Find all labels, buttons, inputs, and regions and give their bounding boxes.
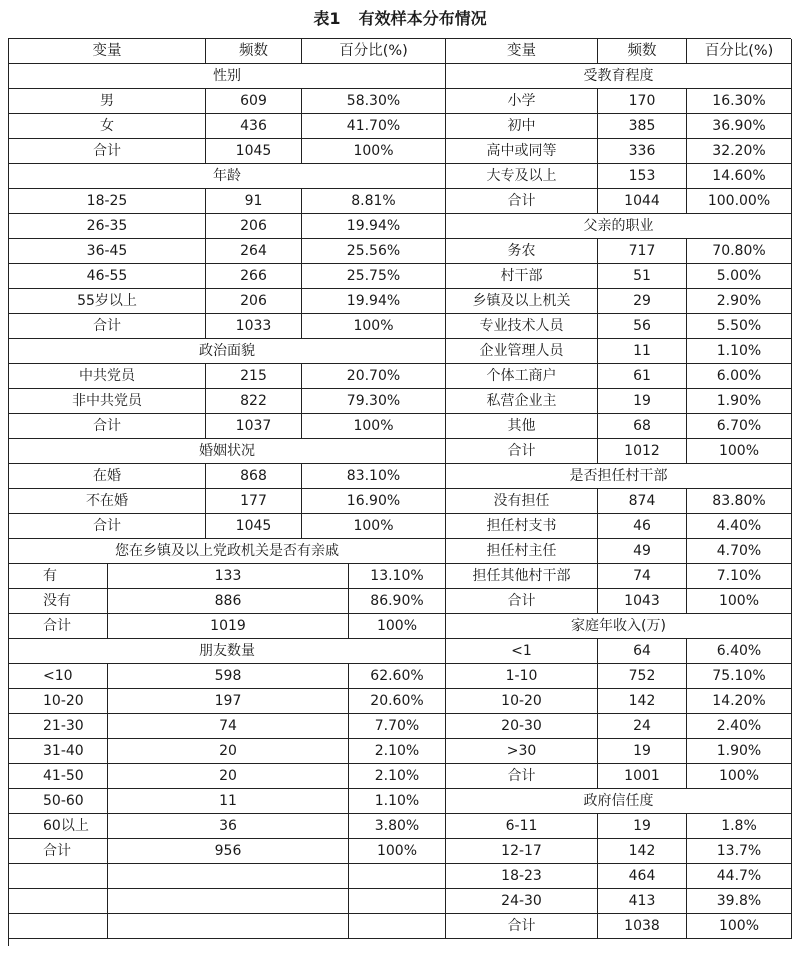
category-cell: 18-23 xyxy=(446,864,598,889)
table-row xyxy=(9,864,446,889)
percent-cell: 100% xyxy=(687,439,792,464)
percent-cell: 79.30% xyxy=(302,389,446,414)
percent-cell: 62.60% xyxy=(349,664,446,689)
frequency-cell: 133 xyxy=(108,564,349,589)
table-row xyxy=(446,439,792,464)
section-title: 是否担任村干部 xyxy=(446,464,792,489)
frequency-cell: 336 xyxy=(598,139,687,164)
percent-cell: 4.70% xyxy=(687,539,792,564)
percent-cell: 1.8% xyxy=(687,814,792,839)
frequency-cell: 206 xyxy=(206,289,302,314)
section-row xyxy=(446,789,792,814)
section-row xyxy=(9,164,446,189)
category-cell xyxy=(9,864,108,889)
frequency-cell: 56 xyxy=(598,314,687,339)
category-cell: 10-20 xyxy=(9,689,108,714)
table-row xyxy=(446,889,792,914)
percent-cell: 83.10% xyxy=(302,464,446,489)
percent-cell: 7.10% xyxy=(687,564,792,589)
table-row xyxy=(9,289,446,314)
frequency-cell: 215 xyxy=(206,364,302,389)
frequency-cell: 61 xyxy=(598,364,687,389)
category-cell: 18-25 xyxy=(9,189,206,214)
table-row xyxy=(446,189,792,214)
category-cell: 中共党员 xyxy=(9,364,206,389)
category-cell: 担任村主任 xyxy=(446,539,598,564)
section-row xyxy=(446,464,792,489)
category-cell: 其他 xyxy=(446,414,598,439)
frequency-cell: 64 xyxy=(598,639,687,664)
table-row xyxy=(446,289,792,314)
frequency-cell: 1045 xyxy=(206,514,302,539)
frequency-cell xyxy=(108,864,349,889)
table-row xyxy=(446,414,792,439)
table-caption xyxy=(0,4,800,34)
category-cell: 在婚 xyxy=(9,464,206,489)
table-row xyxy=(9,714,446,739)
table-row xyxy=(9,114,446,139)
section-row xyxy=(9,639,446,664)
percent-cell: 3.80% xyxy=(349,814,446,839)
header-frequency: 频数 xyxy=(598,39,687,64)
table-row xyxy=(9,814,446,839)
category-cell: 小学 xyxy=(446,89,598,114)
percent-cell: 7.70% xyxy=(349,714,446,739)
percent-cell: 44.7% xyxy=(687,864,792,889)
table-row xyxy=(9,139,446,164)
category-cell: 26-35 xyxy=(9,214,206,239)
percent-cell: 5.50% xyxy=(687,314,792,339)
section-row xyxy=(446,64,792,89)
header-row xyxy=(9,39,446,64)
frequency-cell: 1037 xyxy=(206,414,302,439)
section-row xyxy=(9,339,446,364)
section-title: 政府信任度 xyxy=(446,789,792,814)
frequency-cell xyxy=(108,889,349,914)
percent-cell: 1.10% xyxy=(349,789,446,814)
section-row xyxy=(9,64,446,89)
table-row xyxy=(9,664,446,689)
section-title: 婚姻状况 xyxy=(9,439,446,464)
frequency-cell: 36 xyxy=(108,814,349,839)
section-row xyxy=(446,614,792,639)
percent-cell: 16.30% xyxy=(687,89,792,114)
frequency-cell: 142 xyxy=(598,839,687,864)
section-title: 受教育程度 xyxy=(446,64,792,89)
percent-cell xyxy=(349,914,446,939)
table-row xyxy=(446,139,792,164)
frequency-cell: 1043 xyxy=(598,589,687,614)
table-row xyxy=(9,614,446,639)
percent-cell: 41.70% xyxy=(302,114,446,139)
percent-cell: 100% xyxy=(302,314,446,339)
table-row xyxy=(9,239,446,264)
frequency-cell: 1033 xyxy=(206,314,302,339)
percent-cell: 2.90% xyxy=(687,289,792,314)
table-row xyxy=(446,364,792,389)
category-cell: 合计 xyxy=(446,589,598,614)
category-cell: 没有担任 xyxy=(446,489,598,514)
frequency-cell: 74 xyxy=(598,564,687,589)
table-row xyxy=(9,89,446,114)
frequency-cell: 822 xyxy=(206,389,302,414)
table-row xyxy=(446,664,792,689)
table-row xyxy=(9,789,446,814)
frequency-cell: 609 xyxy=(206,89,302,114)
frequency-cell: 1044 xyxy=(598,189,687,214)
category-cell: 55岁以上 xyxy=(9,289,206,314)
category-cell: 初中 xyxy=(446,114,598,139)
table-row xyxy=(446,514,792,539)
frequency-cell: 264 xyxy=(206,239,302,264)
table-row xyxy=(446,164,792,189)
frequency-cell: 1045 xyxy=(206,139,302,164)
category-cell: 6-11 xyxy=(446,814,598,839)
percent-cell: 25.56% xyxy=(302,239,446,264)
table-row xyxy=(446,839,792,864)
percent-cell: 13.10% xyxy=(349,564,446,589)
table-row xyxy=(9,214,446,239)
category-cell: 合计 xyxy=(9,414,206,439)
table-row xyxy=(9,264,446,289)
frequency-cell: 1001 xyxy=(598,764,687,789)
category-cell: 1-10 xyxy=(446,664,598,689)
header-row xyxy=(446,39,792,64)
table-row xyxy=(9,514,446,539)
category-cell: 企业管理人员 xyxy=(446,339,598,364)
frequency-cell: 385 xyxy=(598,114,687,139)
percent-cell: 100% xyxy=(687,914,792,939)
frequency-cell: 464 xyxy=(598,864,687,889)
percent-cell: 8.81% xyxy=(302,189,446,214)
percent-cell: 20.60% xyxy=(349,689,446,714)
percent-cell: 14.60% xyxy=(687,164,792,189)
percent-cell: 16.90% xyxy=(302,489,446,514)
category-cell: 乡镇及以上机关 xyxy=(446,289,598,314)
table-row xyxy=(9,889,446,914)
table-title: 有效样本分布情况 xyxy=(358,9,487,28)
table-row xyxy=(9,189,446,214)
category-cell: 41-50 xyxy=(9,764,108,789)
category-cell: >30 xyxy=(446,739,598,764)
frequency-cell: 177 xyxy=(206,489,302,514)
percent-cell: 14.20% xyxy=(687,689,792,714)
percent-cell: 2.10% xyxy=(349,764,446,789)
frequency-cell: 1019 xyxy=(108,614,349,639)
table-row xyxy=(9,389,446,414)
percent-cell: 13.7% xyxy=(687,839,792,864)
percent-cell: 4.40% xyxy=(687,514,792,539)
frequency-cell: 1038 xyxy=(598,914,687,939)
category-cell: 男 xyxy=(9,89,206,114)
category-cell: 专业技术人员 xyxy=(446,314,598,339)
table-row xyxy=(446,389,792,414)
category-cell: 10-20 xyxy=(446,689,598,714)
table-row xyxy=(446,89,792,114)
header-percent: 百分比(%) xyxy=(687,39,792,64)
category-cell: 20-30 xyxy=(446,714,598,739)
table-row xyxy=(9,364,446,389)
table-row xyxy=(446,814,792,839)
percent-cell: 5.00% xyxy=(687,264,792,289)
percent-cell: 83.80% xyxy=(687,489,792,514)
percent-cell: 75.10% xyxy=(687,664,792,689)
frequency-cell: 20 xyxy=(108,764,349,789)
percent-cell: 100% xyxy=(687,764,792,789)
frequency-cell: 197 xyxy=(108,689,349,714)
percent-cell: 19.94% xyxy=(302,289,446,314)
category-cell: 60以上 xyxy=(9,814,108,839)
table-row xyxy=(446,314,792,339)
frequency-cell: 170 xyxy=(598,89,687,114)
category-cell: 合计 xyxy=(446,764,598,789)
category-cell: <10 xyxy=(9,664,108,689)
category-cell: 合计 xyxy=(9,139,206,164)
frequency-cell: 29 xyxy=(598,289,687,314)
category-cell: 50-60 xyxy=(9,789,108,814)
frequency-cell: 874 xyxy=(598,489,687,514)
category-cell: <1 xyxy=(446,639,598,664)
table-row xyxy=(9,839,446,864)
category-cell: 担任其他村干部 xyxy=(446,564,598,589)
table-row xyxy=(446,739,792,764)
header-percent: 百分比(%) xyxy=(302,39,446,64)
category-cell: 合计 xyxy=(446,439,598,464)
table-row xyxy=(9,739,446,764)
category-cell: 24-30 xyxy=(446,889,598,914)
category-cell: 担任村支书 xyxy=(446,514,598,539)
frequency-cell: 11 xyxy=(598,339,687,364)
table-row xyxy=(446,864,792,889)
section-title: 政治面貌 xyxy=(9,339,446,364)
percent-cell: 1.90% xyxy=(687,739,792,764)
category-cell: 合计 xyxy=(9,514,206,539)
category-cell: 非中共党员 xyxy=(9,389,206,414)
table-row xyxy=(9,414,446,439)
percent-cell: 6.00% xyxy=(687,364,792,389)
frequency-cell: 717 xyxy=(598,239,687,264)
table-row xyxy=(446,914,792,939)
percent-cell: 1.10% xyxy=(687,339,792,364)
frequency-cell: 1012 xyxy=(598,439,687,464)
section-title: 父亲的职业 xyxy=(446,214,792,239)
frequency-cell: 868 xyxy=(206,464,302,489)
frequency-cell: 886 xyxy=(108,589,349,614)
frequency-cell: 68 xyxy=(598,414,687,439)
table-row xyxy=(446,639,792,664)
table-row xyxy=(446,489,792,514)
category-cell: 21-30 xyxy=(9,714,108,739)
category-cell: 36-45 xyxy=(9,239,206,264)
table-row xyxy=(446,564,792,589)
table-row xyxy=(446,714,792,739)
frequency-cell: 956 xyxy=(108,839,349,864)
table-row xyxy=(9,314,446,339)
section-title: 朋友数量 xyxy=(9,639,446,664)
category-cell xyxy=(9,889,108,914)
section-row xyxy=(446,214,792,239)
sample-distribution-table xyxy=(8,38,791,946)
table-row xyxy=(446,764,792,789)
percent-cell: 100% xyxy=(349,614,446,639)
category-cell: 私营企业主 xyxy=(446,389,598,414)
percent-cell: 6.40% xyxy=(687,639,792,664)
table-row xyxy=(446,114,792,139)
percent-cell xyxy=(349,889,446,914)
frequency-cell: 598 xyxy=(108,664,349,689)
frequency-cell: 19 xyxy=(598,814,687,839)
percent-cell: 100.00% xyxy=(687,189,792,214)
frequency-cell: 436 xyxy=(206,114,302,139)
frequency-cell: 74 xyxy=(108,714,349,739)
category-cell: 12-17 xyxy=(446,839,598,864)
category-cell: 没有 xyxy=(9,589,108,614)
percent-cell: 2.40% xyxy=(687,714,792,739)
header-frequency: 频数 xyxy=(206,39,302,64)
frequency-cell xyxy=(108,914,349,939)
frequency-cell: 752 xyxy=(598,664,687,689)
section-title: 年龄 xyxy=(9,164,446,189)
percent-cell: 100% xyxy=(687,589,792,614)
category-cell: 合计 xyxy=(9,839,108,864)
table-number: 表1 xyxy=(313,9,341,28)
category-cell: 合计 xyxy=(9,614,108,639)
table-row xyxy=(9,764,446,789)
category-cell: 务农 xyxy=(446,239,598,264)
percent-cell: 36.90% xyxy=(687,114,792,139)
table-row xyxy=(9,689,446,714)
percent-cell: 39.8% xyxy=(687,889,792,914)
category-cell: 合计 xyxy=(446,189,598,214)
table-row xyxy=(9,589,446,614)
table-row xyxy=(9,564,446,589)
category-cell: 高中或同等 xyxy=(446,139,598,164)
percent-cell xyxy=(349,864,446,889)
category-cell: 不在婚 xyxy=(9,489,206,514)
table-row xyxy=(446,689,792,714)
header-variable: 变量 xyxy=(9,39,206,64)
section-title: 性别 xyxy=(9,64,446,89)
percent-cell: 100% xyxy=(302,514,446,539)
category-cell: 46-55 xyxy=(9,264,206,289)
category-cell: 31-40 xyxy=(9,739,108,764)
percent-cell: 32.20% xyxy=(687,139,792,164)
header-variable: 变量 xyxy=(446,39,598,64)
category-cell: 女 xyxy=(9,114,206,139)
frequency-cell: 24 xyxy=(598,714,687,739)
category-cell: 个体工商户 xyxy=(446,364,598,389)
frequency-cell: 11 xyxy=(108,789,349,814)
category-cell xyxy=(9,914,108,939)
category-cell: 大专及以上 xyxy=(446,164,598,189)
frequency-cell: 142 xyxy=(598,689,687,714)
frequency-cell: 19 xyxy=(598,389,687,414)
percent-cell: 1.90% xyxy=(687,389,792,414)
percent-cell: 2.10% xyxy=(349,739,446,764)
frequency-cell: 153 xyxy=(598,164,687,189)
category-cell: 合计 xyxy=(446,914,598,939)
percent-cell: 100% xyxy=(349,839,446,864)
frequency-cell: 206 xyxy=(206,214,302,239)
table-row xyxy=(446,589,792,614)
frequency-cell: 91 xyxy=(206,189,302,214)
frequency-cell: 20 xyxy=(108,739,349,764)
table-row xyxy=(446,539,792,564)
table-row xyxy=(9,914,446,939)
percent-cell: 70.80% xyxy=(687,239,792,264)
frequency-cell: 49 xyxy=(598,539,687,564)
table-row xyxy=(446,239,792,264)
frequency-cell: 266 xyxy=(206,264,302,289)
table-row xyxy=(9,489,446,514)
percent-cell: 25.75% xyxy=(302,264,446,289)
table-row xyxy=(9,464,446,489)
category-cell: 村干部 xyxy=(446,264,598,289)
percent-cell: 58.30% xyxy=(302,89,446,114)
section-title: 您在乡镇及以上党政机关是否有亲戚 xyxy=(9,539,446,564)
percent-cell: 86.90% xyxy=(349,589,446,614)
section-row xyxy=(9,439,446,464)
table-row xyxy=(446,339,792,364)
section-title: 家庭年收入(万) xyxy=(446,614,792,639)
category-cell: 合计 xyxy=(9,314,206,339)
category-cell: 有 xyxy=(9,564,108,589)
percent-cell: 19.94% xyxy=(302,214,446,239)
section-row xyxy=(9,539,446,564)
frequency-cell: 19 xyxy=(598,739,687,764)
frequency-cell: 46 xyxy=(598,514,687,539)
percent-cell: 20.70% xyxy=(302,364,446,389)
frequency-cell: 51 xyxy=(598,264,687,289)
frequency-cell: 413 xyxy=(598,889,687,914)
percent-cell: 100% xyxy=(302,139,446,164)
table-row xyxy=(446,264,792,289)
percent-cell: 100% xyxy=(302,414,446,439)
percent-cell: 6.70% xyxy=(687,414,792,439)
